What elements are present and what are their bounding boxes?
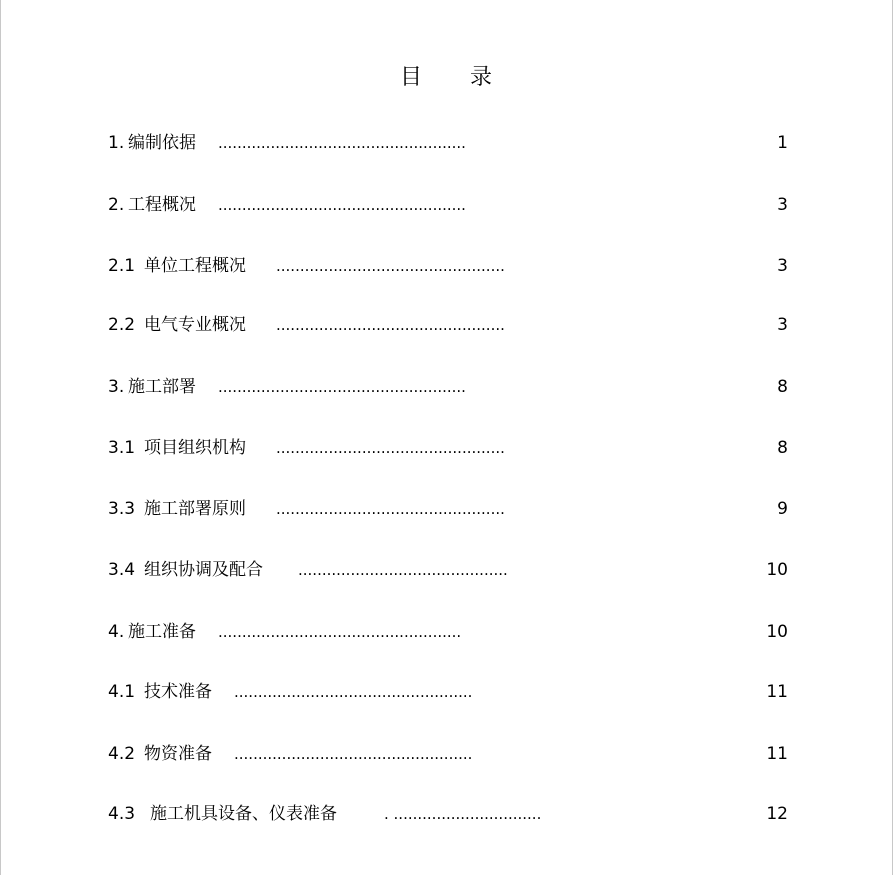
toc-entry[interactable] bbox=[108, 680, 788, 704]
toc-entry-page: 9 bbox=[777, 499, 788, 519]
toc-entry[interactable] bbox=[108, 497, 788, 521]
toc-entry-number: 4.3 bbox=[108, 804, 136, 824]
toc-entry[interactable] bbox=[108, 742, 788, 766]
toc-entry-title: 编制依据 bbox=[128, 133, 196, 153]
toc-entry-leader-dots: .................................................. bbox=[234, 683, 473, 701]
toc-entry[interactable] bbox=[108, 375, 788, 399]
toc-entry-number: 3.3 bbox=[108, 499, 136, 519]
toc-heading bbox=[0, 60, 894, 91]
toc-entry-page: 8 bbox=[777, 438, 788, 458]
toc-entry-number: 2. bbox=[108, 195, 125, 215]
toc-entry-title: 施工部署 bbox=[128, 377, 196, 397]
toc-heading-char-2: 录 bbox=[470, 65, 495, 90]
toc-entry-number: 1. bbox=[108, 133, 125, 153]
toc-entry-leader-dots: ................................................ bbox=[276, 316, 505, 334]
toc-entry-page: 11 bbox=[766, 744, 788, 764]
toc-entry-page: 1 bbox=[777, 133, 788, 153]
toc-entry-page: 3 bbox=[777, 315, 788, 335]
toc-entry-leader-dots: ................................................ bbox=[276, 500, 505, 518]
toc-entry[interactable] bbox=[108, 802, 788, 826]
toc-entry-title: 施工机具设备、仪表准备 bbox=[150, 804, 337, 824]
toc-entry-number: 4.2 bbox=[108, 744, 136, 764]
toc-entry-page: 12 bbox=[766, 804, 788, 824]
toc-entry-leader-dots: ................................................ bbox=[276, 257, 505, 275]
toc-entry[interactable] bbox=[108, 558, 788, 582]
toc-entry-number: 2.2 bbox=[108, 315, 136, 335]
toc-entry-number: 3.4 bbox=[108, 560, 136, 580]
toc-entry-title: 技术准备 bbox=[144, 682, 212, 702]
toc-entry-page: 3 bbox=[777, 195, 788, 215]
toc-entry-title: 施工部署原则 bbox=[144, 499, 246, 519]
toc-entry-page: 8 bbox=[777, 377, 788, 397]
toc-entry-title: 单位工程概况 bbox=[144, 256, 246, 276]
toc-entry-leader-dots: ............................................ bbox=[298, 561, 508, 579]
toc-entry-number: 3.1 bbox=[108, 438, 136, 458]
toc-heading-char-1: 目 bbox=[399, 65, 424, 90]
toc-entry-number: 2.1 bbox=[108, 256, 136, 276]
toc-entry[interactable] bbox=[108, 313, 788, 337]
toc-entry-title: 组织协调及配合 bbox=[144, 560, 263, 580]
toc-entry-leader-dots: .................................................. bbox=[234, 745, 473, 763]
toc-entry-title: 项目组织机构 bbox=[144, 438, 246, 458]
toc-entry-page: 10 bbox=[766, 560, 788, 580]
toc-entry-leader-dots: .................................................... bbox=[218, 134, 466, 152]
toc-entry[interactable] bbox=[108, 620, 788, 644]
toc-entry-page: 3 bbox=[777, 256, 788, 276]
toc-entry[interactable] bbox=[108, 131, 788, 155]
toc-entry-leader-dots: .................................................... bbox=[218, 196, 466, 214]
toc-entry-title: 工程概况 bbox=[128, 195, 196, 215]
toc-entry-number: 4. bbox=[108, 622, 125, 642]
toc-entry[interactable] bbox=[108, 436, 788, 460]
toc-entry-page: 10 bbox=[766, 622, 788, 642]
toc-entry-number: 4.1 bbox=[108, 682, 136, 702]
toc-entry-leader-dots: .................................................... bbox=[218, 378, 466, 396]
toc-entry-title: 电气专业概况 bbox=[144, 315, 246, 335]
toc-entry-title: 施工准备 bbox=[128, 622, 196, 642]
toc-entry-leader-dots: . ............................... bbox=[384, 805, 542, 823]
toc-entry-title: 物资准备 bbox=[144, 744, 212, 764]
toc-entry-leader-dots: ................................................... bbox=[218, 623, 462, 641]
toc-entry[interactable] bbox=[108, 193, 788, 217]
toc-entry-number: 3. bbox=[108, 377, 125, 397]
toc-entry-page: 11 bbox=[766, 682, 788, 702]
toc-entry[interactable] bbox=[108, 254, 788, 278]
toc-entry-leader-dots: ................................................ bbox=[276, 439, 505, 457]
